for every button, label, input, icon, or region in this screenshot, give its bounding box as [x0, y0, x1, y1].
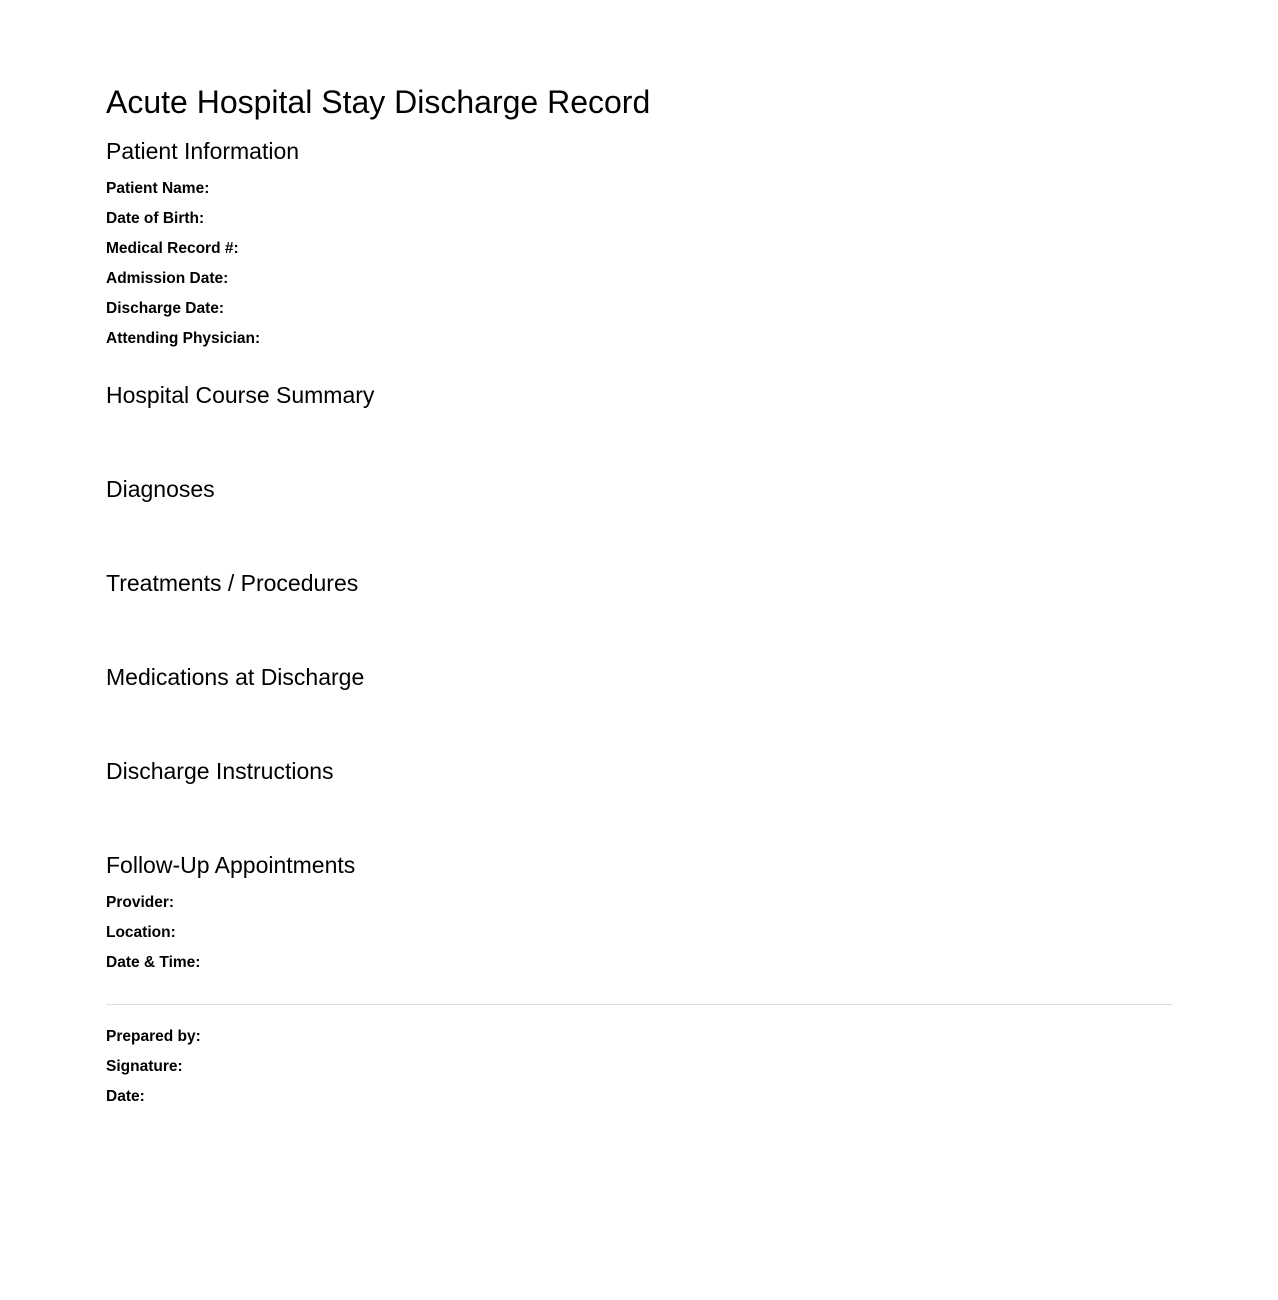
section-heading-hospital-course: Hospital Course Summary [106, 382, 375, 408]
follow-up-fields [106, 888, 1172, 978]
section-heading-follow-up: Follow-Up Appointments [106, 852, 356, 878]
location-label: Location: [106, 924, 176, 941]
signature-label: Signature: [106, 1058, 183, 1075]
section-heading-diagnoses: Diagnoses [106, 476, 215, 502]
prepared-by-label: Prepared by: [106, 1028, 201, 1045]
discharge-date-label: Discharge Date: [106, 300, 225, 317]
date-of-birth-label: Date of Birth: [106, 210, 205, 227]
patient-name-label: Patient Name: [106, 180, 210, 197]
page-title: Acute Hospital Stay Discharge Record [106, 84, 651, 120]
provider-label: Provider: [106, 894, 175, 911]
section-heading-patient-information: Patient Information [106, 138, 300, 164]
patient-information-fields [106, 174, 1172, 354]
date-time-label: Date & Time: [106, 954, 201, 971]
divider [106, 1004, 1172, 1005]
medical-record-label: Medical Record #: [106, 240, 239, 257]
section-heading-instructions: Discharge Instructions [106, 758, 334, 784]
section-heading-medications: Medications at Discharge [106, 664, 365, 690]
attending-physician-label: Attending Physician: [106, 330, 261, 347]
signoff-fields [106, 1022, 1172, 1112]
section-heading-treatments: Treatments / Procedures [106, 570, 359, 596]
admission-date-label: Admission Date: [106, 270, 229, 287]
date-label: Date: [106, 1088, 145, 1105]
